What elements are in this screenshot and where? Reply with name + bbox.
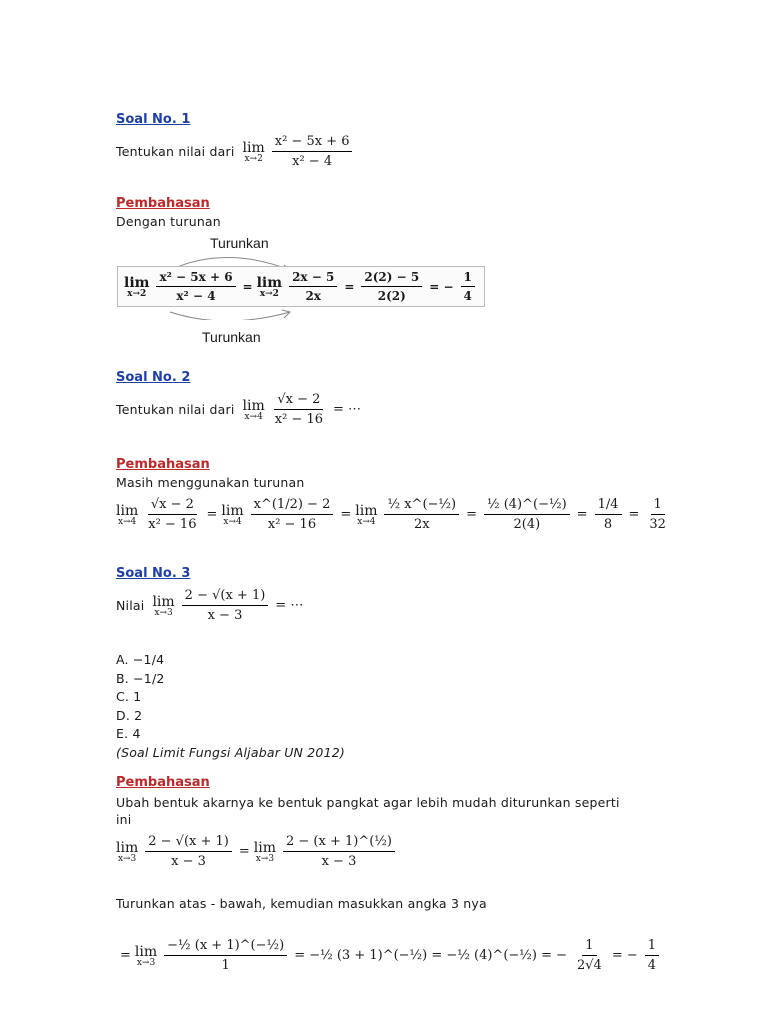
p3-g2: = −½ (3 + 1)^(−½) = −½ (4)^(−½) = −: [294, 948, 567, 963]
p1-f3-den: 2(2): [377, 289, 406, 303]
p1-derivation-box: [117, 266, 485, 307]
p3-g4: = −: [611, 948, 638, 963]
lim-word: lim: [116, 839, 139, 856]
p2-derivation: [116, 497, 672, 532]
p2-f1-den: x² − 16: [148, 517, 197, 532]
option-c: C. 1: [116, 689, 142, 704]
p2-f3-num: ½ x^(−½): [384, 497, 459, 515]
option-a: A. −1/4: [116, 652, 165, 667]
p2-f5-den: 8: [603, 517, 613, 532]
option-d: D. 2: [116, 707, 143, 723]
q3-statement: [116, 588, 307, 623]
turunkan-bottom-label: Turunkan: [202, 329, 261, 345]
p2-intro: Masih menggunakan turunan: [116, 475, 305, 490]
q3-denominator: x − 3: [207, 608, 243, 623]
p3-intro-line1: Ubah bentuk akarnya ke bentuk pangkat agar lebih mudah diturunkan seperti: [116, 795, 620, 810]
p1-f2-den: 2x: [305, 289, 321, 303]
p2-f2-num: x^(1/2) − 2: [251, 497, 334, 515]
p3-rewrite: [116, 834, 398, 869]
lim-sub: x→4: [244, 411, 263, 422]
p3-g3-num: 1: [582, 938, 596, 956]
lim-word: lim: [242, 139, 265, 156]
p3-g1-den: 1: [221, 958, 230, 973]
q2-formula: [243, 392, 366, 427]
q3-tail: = ⋯: [275, 598, 304, 613]
equals: =: [120, 948, 131, 963]
p1-f3-num: 2(2) − 5: [361, 270, 422, 287]
option-e: E. 4: [116, 726, 141, 741]
p2-f6-num: 1: [651, 497, 665, 515]
p2-f5-num: 1/4: [595, 497, 622, 515]
p3-intro: [116, 794, 620, 828]
lim-word: lim: [152, 593, 175, 610]
p1-f1-num: x² − 5x + 6: [156, 270, 235, 287]
equals: =: [576, 507, 588, 522]
lim-sub: x→2: [259, 288, 279, 299]
p3-step: Turunkan atas - bawah, kemudian masukkan angka 3 nya: [116, 896, 487, 911]
equals: =: [344, 279, 355, 294]
lim-word: lim: [134, 943, 158, 960]
lim-word: lim: [242, 397, 265, 414]
lim-word: lim: [355, 502, 378, 519]
equals: =: [206, 507, 218, 522]
lim-word: lim: [116, 502, 139, 519]
lim-sub: x→4: [357, 516, 376, 527]
p1-heading: Pembahasan: [116, 196, 210, 211]
lim-sub: x→3: [255, 853, 275, 864]
equals: =: [238, 844, 250, 859]
q1-heading: Soal No. 1: [116, 112, 191, 127]
q1-prompt: Tentukan nilai dari: [116, 144, 235, 159]
q1-numerator: x² − 5x + 6: [272, 134, 353, 152]
lim-word: lim: [221, 502, 244, 519]
lim-word: lim: [253, 839, 276, 856]
p1-f2-num: 2x − 5: [289, 270, 337, 287]
p1-intro: Dengan turunan: [116, 214, 221, 229]
equals: =: [340, 507, 352, 522]
q3-source: (Soal Limit Fungsi Aljabar UN 2012): [116, 744, 345, 760]
q2-heading: Soal No. 2: [116, 370, 191, 385]
lim-sub: x→2: [127, 288, 147, 299]
lim-word: lim: [124, 274, 150, 291]
p2-f3-den: 2x: [413, 517, 430, 532]
q2-numerator: √x − 2: [274, 392, 323, 410]
q2-denominator: x² − 16: [274, 412, 323, 427]
p3-f1-den: x − 3: [171, 854, 206, 869]
q3-options: [116, 651, 345, 762]
q2-statement: [116, 392, 365, 427]
lim-sub: x→4: [223, 516, 242, 527]
equals: =: [466, 507, 477, 522]
p3-f2-num: 2 − (x + 1)^(½): [283, 834, 395, 852]
p2-heading: Pembahasan: [116, 457, 210, 472]
lim-sub: x→3: [154, 607, 173, 618]
q3-heading: Soal No. 3: [116, 566, 191, 581]
q1-statement: [116, 134, 355, 169]
p3-heading: Pembahasan: [116, 775, 210, 790]
p3-g3-den: 2√4: [577, 958, 602, 973]
equals: =: [242, 279, 253, 294]
p3-final: [116, 938, 662, 973]
p2-f4-num: ½ (4)^(−½): [484, 497, 570, 515]
p1-f4-num: 1: [461, 270, 475, 287]
p1-f4-den: 4: [463, 289, 472, 303]
q3-numerator: 2 − √(x + 1): [182, 588, 269, 606]
lim-sub: x→3: [117, 853, 137, 864]
lim-word: lim: [256, 274, 283, 291]
bottom-arrow: [170, 312, 290, 320]
p3-intro-line2: ini: [116, 812, 132, 827]
equals-minus: = −: [429, 279, 454, 294]
p3-f2-den: x − 3: [321, 854, 357, 869]
lim-sub: x→4: [117, 516, 137, 527]
q3-prompt: Nilai: [116, 598, 145, 613]
q1-denominator: x² − 4: [292, 154, 333, 169]
p2-f6-den: 32: [649, 517, 666, 532]
p3-g1-num: −½ (x + 1)^(−½): [164, 938, 287, 956]
q2-prompt: Tentukan nilai dari: [116, 402, 235, 417]
q3-formula: [152, 588, 307, 623]
lim-sub: x→3: [136, 957, 156, 968]
p2-f2-den: x² − 16: [267, 517, 317, 532]
option-b: B. −1/2: [116, 670, 165, 686]
equals: =: [628, 507, 640, 522]
p2-f1-num: √x − 2: [148, 497, 197, 515]
p3-f1-num: 2 − √(x + 1): [145, 834, 232, 852]
p3-g5-num: 1: [645, 938, 659, 956]
q1-formula: [243, 134, 356, 169]
p2-f4-den: 2(4): [513, 517, 541, 532]
turunkan-top-label: Turunkan: [210, 235, 269, 251]
p1-f1-den: x² − 4: [176, 289, 216, 303]
lim-sub: x→2: [244, 153, 263, 164]
p3-g5-den: 4: [647, 958, 657, 973]
q2-tail: = ⋯: [333, 402, 362, 417]
